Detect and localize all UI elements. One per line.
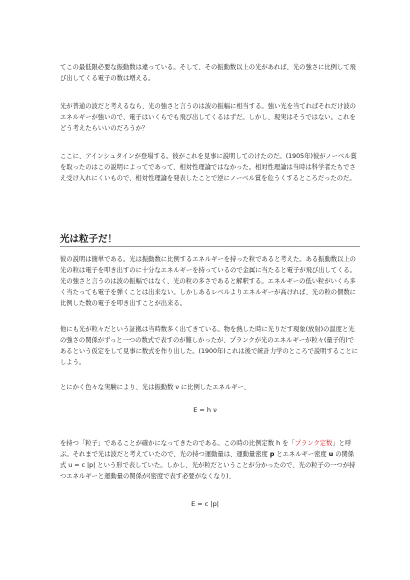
formula-photon-energy: E = h ν [193, 406, 217, 414]
section-heading: 光は粒子だ！ [60, 234, 118, 245]
paragraph-threshold-frequency: てこの最低限必要な振動数は違っている。そして、その振動数以上の光があれば、光の強さに比例して飛び出してくる電子の数は増える。 [60, 64, 356, 82]
energy-density-symbol: u [328, 451, 334, 458]
paragraph-planck-constant [60, 438, 360, 482]
text-segment: とエネルギー密度 [274, 451, 329, 458]
text-segment: を持つ「粒子」であることが確かになってきたのである。この時の比例定数 h を「 [60, 440, 295, 447]
formula-energy-momentum: E = c |p| [191, 500, 219, 508]
planck-constant-term: プランク定数 [294, 440, 333, 447]
paragraph-explanation: 彼の説明は簡単である。光は振動数に比例するエネルギーを持った粒であると考えた。ある振動数以上の光の粒は電子を叩き出すのに十分なエネルギーを持っているので金属に当たると電子が飛び出してくる。光の強さと言うのは波の振幅ではなく、光の粒の多さであると解釈する。エネルギーの低い粒がいくら多く当たっても電子を弾くことは出来ない。しかしあるレベルよりエネルギーが高ければ、光の粒の個数に比例した数の電子を叩き出すことが出来る。 [60, 256, 356, 307]
paragraph-energy-intro: とにかく色々な実験により、光は振動数 ν に比例したエネルギー、 [60, 384, 250, 391]
momentum-density-symbol: p [269, 451, 275, 458]
paragraph-planck: 他にも光が粒々だという証拠は当時数多く出てきている。物を熱した時に光りだす現象(放射)の温度と光の強さの関係がずっと一つの数式で表すのが難しかったが、プランクが光のエネルギーが粒々(量子的)であるという仮定をして見事に数式を作り出した。(1900年)これは後で統計力学のところで説明することにしよう。 [60, 326, 358, 366]
text-segment: 」と呼ぶ。それまで光は波だと考えていたので、光の持つ運動量は、運動量密度 [60, 440, 352, 458]
text-segment: の関係式 u = c |p| という形で表していた。しかし、光が粒だということが分かったので、光の粒子の一つが持つエネルギーと運動量の関係が(密度で表す必要がなくなり)、 [60, 451, 356, 480]
paragraph-einstein: ここに、アインシュタインが登場する。彼がこれを見事に説明してのけたのだ。(1905年)彼がノーベル賞を取ったのはこの説明によってであって、相対性理論ではなかった。相対性理論は当時は科学者たちでさえ受け入れにくいもので、相対性理論を発表したことで逆にノーベル賞を危うくするところだったのだ。 [60, 153, 357, 182]
heading-divider [60, 246, 360, 247]
paragraph-wave-contradiction: 光が普通の波だと考えるなら、光の強さと言うのは波の振幅に相当する。強い光を当てればそれだけ波のエネルギーが強いので、電子はいくらでも飛び出してくるはずだ。しかし、現実はそうではない。これをどう考えたらいいのだろうか？ [60, 103, 356, 132]
